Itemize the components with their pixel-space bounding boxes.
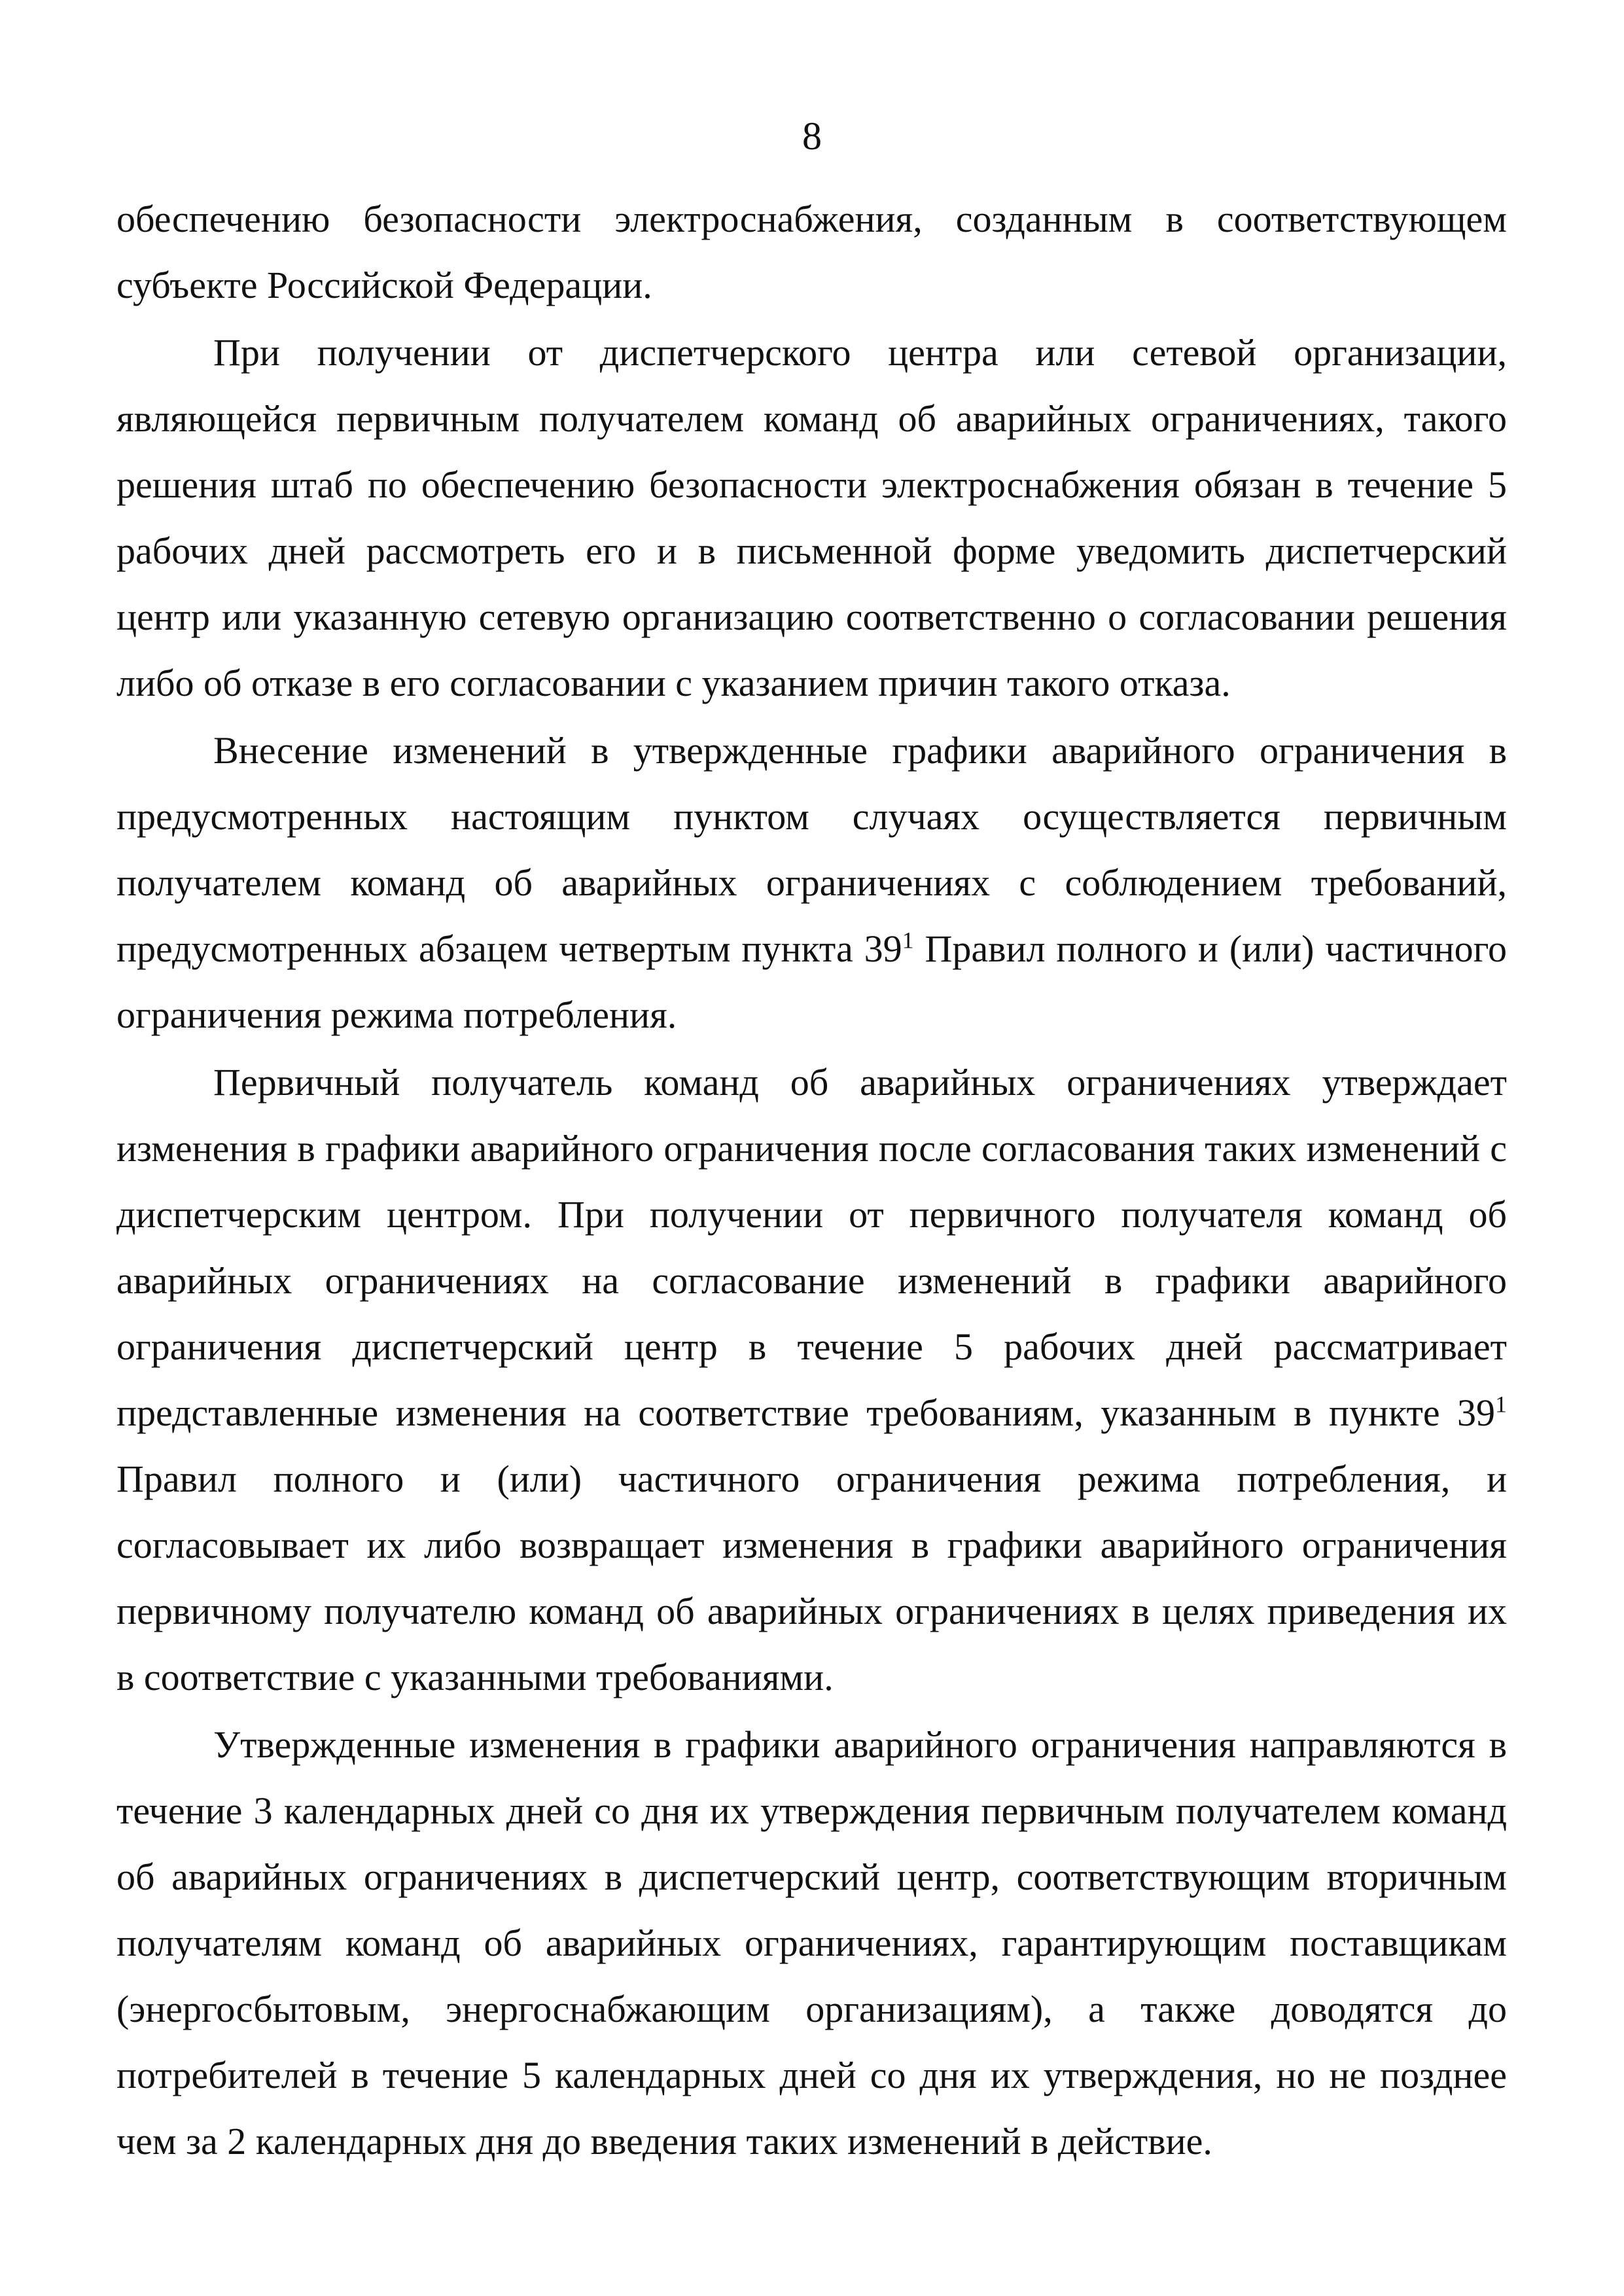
paragraph-headquarters-decision: При получении от диспетчерского центра или сетевой организации, являющейся первичным получателем команд об аварийных ограничениях, такого решения штаб по обеспечению безопасности электроснабжения обязан в течение 5 рабочих дней рассмотреть его и в письменной форме уведомить диспетчерский центр или указанную сетевую организацию соответственно о согласовании решения либо об отказе в его согласовании с указанием причин такого отказа. (116, 331, 1507, 704)
paragraph-schedule-changes (116, 717, 1507, 1048)
page-number: 8 (802, 115, 822, 158)
superscript-footnote-mark: 1 (1495, 1391, 1507, 1418)
paragraph-approved-changes-distribution: Утвержденные изменения в графики аварийного ограничения направляются в течение 3 календарных дней со дня их утверждения первичным получателем команд об аварийных ограничениях в диспетчерский центр, соответствующим вторичным получателям команд об аварийных ограничениях, гарантирующим поставщикам (энергосбытовым, энергоснабжающим организациям), а также доводятся до потребителей в течение 5 календарных дней со дня их утверждения, но не позднее чем за 2 календарных дня до введения таких изменений в действие. (116, 1723, 1507, 2162)
paragraph-schedule-changes-text-before: Внесение изменений в утвержденные графики аварийного ограничения в предусмотренных настоящим пунктом случаях осуществляется первичным получателем команд об аварийных ограничениях с соблюдением требований, предусмотренных абзацем четвертым пункта 39 (116, 729, 1507, 970)
paragraph-continuation: обеспечению безопасности электроснабжения, созданным в соответствующем субъекте Российской Федерации. (116, 198, 1507, 306)
paragraph-schedule-changes-text-after: Правил полного и (или) частичного ограничения режима потребления. (116, 927, 1507, 1036)
paragraph-primary-recipient-text-after: Правил полного и (или) частичного ограничения режима потребления, и согласовывает их либо возвращает изменения в графики аварийного ограничения первичному получателю команд об аварийных ограничениях в целях приведения их в соответствие с указанными требованиями. (116, 1458, 1507, 1698)
paragraph-primary-recipient-text-before: Первичный получатель команд об аварийных ограничениях утверждает изменения в графики аварийного ограничения после согласования таких изменений с диспетчерским центром. При получении от первичного получателя команд об аварийных ограничениях на согласование изменений в графики аварийного ограничения диспетчерский центр в течение 5 рабочих дней рассматривает представленные изменения на соответствие требованиям, указанным в пункте 39 (116, 1061, 1507, 1434)
superscript-footnote-mark: 1 (902, 927, 914, 954)
document-body (116, 186, 1507, 2176)
paragraph-primary-recipient-approval (116, 1049, 1507, 1710)
